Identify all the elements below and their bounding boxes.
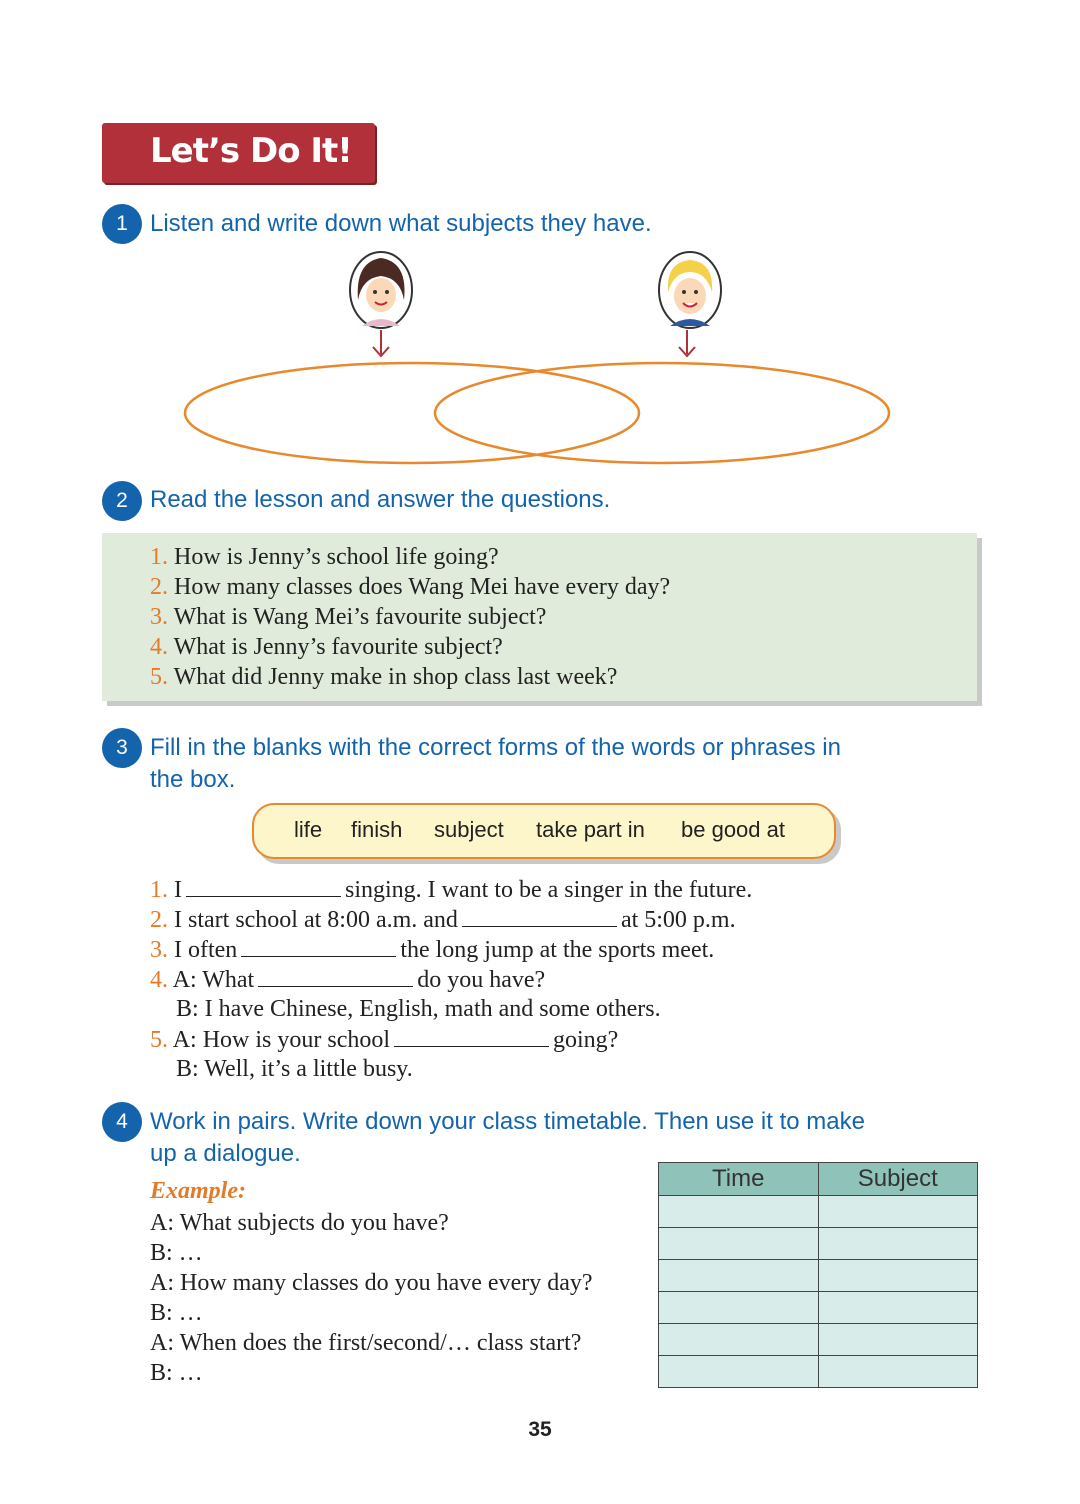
table-row: [659, 1324, 978, 1356]
example-line-6: B: …: [150, 1360, 203, 1386]
example-line-1: A: What subjects do you have?: [150, 1210, 449, 1236]
subject-cell[interactable]: [818, 1292, 978, 1324]
fill-in-3: 3. I often the long jump at the sports meet.: [150, 934, 714, 965]
word-life: life: [294, 817, 323, 842]
question-2: 2. How many classes does Wang Mei have every day?: [150, 574, 671, 600]
table-row: [659, 1196, 978, 1228]
fill-in-2: 2. I start school at 8:00 a.m. and at 5:00 p.m.: [150, 904, 736, 935]
subject-cell[interactable]: [818, 1356, 978, 1388]
time-cell[interactable]: [659, 1196, 819, 1228]
time-cell[interactable]: [659, 1356, 819, 1388]
example-line-3: A: How many classes do you have every day?: [150, 1270, 593, 1296]
timetable: [658, 1162, 978, 1388]
blank-3[interactable]: [241, 934, 396, 957]
time-cell[interactable]: [659, 1324, 819, 1356]
timetable-header-subject: Subject: [818, 1163, 978, 1196]
fill-in-4-reply: B: I have Chinese, English, math and some others.: [176, 996, 661, 1022]
table-row: [659, 1228, 978, 1260]
section-4-number: 4: [102, 1102, 142, 1142]
section-4-instruction-line2: up a dialogue.: [150, 1140, 301, 1167]
fill-in-1: 1. I singing. I want to be a singer in the future.: [150, 874, 752, 905]
fill-in-4: 4. A: What do you have?: [150, 964, 545, 995]
blank-5[interactable]: [394, 1024, 549, 1047]
section-3-instruction-line1: Fill in the blanks with the correct forms of the words or phrases in: [150, 734, 841, 761]
section-2-number: 2: [102, 481, 142, 521]
timetable-header-time: Time: [659, 1163, 819, 1196]
blank-1[interactable]: [186, 874, 341, 897]
subject-cell[interactable]: [818, 1228, 978, 1260]
section-3-instruction-line2: the box.: [150, 766, 236, 793]
word-subject: subject: [434, 817, 504, 842]
question-1: 1. How is Jenny’s school life going?: [150, 544, 499, 570]
fill-in-5-reply: B: Well, it’s a little busy.: [176, 1056, 413, 1082]
word-box: [252, 803, 836, 859]
question-4: 4. What is Jenny’s favourite subject?: [150, 634, 503, 660]
fill-in-5: 5. A: How is your school going?: [150, 1024, 618, 1055]
example-label: Example:: [150, 1178, 246, 1204]
section-1-instruction: Listen and write down what subjects they have.: [150, 210, 652, 237]
example-line-4: B: …: [150, 1300, 203, 1326]
blank-4[interactable]: [258, 964, 413, 987]
right-ellipse[interactable]: [435, 363, 889, 463]
table-row: [659, 1260, 978, 1292]
blank-2[interactable]: [462, 904, 617, 927]
word-be-good-at: be good at: [681, 817, 785, 842]
example-line-2: B: …: [150, 1240, 203, 1266]
section-1-number: 1: [102, 204, 142, 244]
question-3: 3. What is Wang Mei’s favourite subject?: [150, 604, 547, 630]
time-cell[interactable]: [659, 1260, 819, 1292]
page-number: 35: [528, 1418, 552, 1441]
section-3-number: 3: [102, 728, 142, 768]
table-row: [659, 1292, 978, 1324]
word-take-part-in: take part in: [536, 817, 645, 842]
venn-diagram: [0, 0, 1080, 480]
question-5: 5. What did Jenny make in shop class last week?: [150, 664, 618, 690]
word-finish: finish: [351, 817, 403, 842]
example-line-5: A: When does the first/second/… class start?: [150, 1330, 582, 1356]
subject-cell[interactable]: [818, 1196, 978, 1228]
girl-avatar-icon: [350, 252, 412, 328]
time-cell[interactable]: [659, 1228, 819, 1260]
left-ellipse[interactable]: [185, 363, 639, 463]
time-cell[interactable]: [659, 1292, 819, 1324]
section-4-instruction-line1: Work in pairs. Write down your class timetable. Then use it to make: [150, 1108, 865, 1135]
boy-avatar-icon: [659, 252, 721, 328]
section-2-instruction: Read the lesson and answer the questions.: [150, 486, 611, 513]
table-row: [659, 1356, 978, 1388]
banner-title: Let’s Do It!: [150, 131, 352, 171]
subject-cell[interactable]: [818, 1260, 978, 1292]
subject-cell[interactable]: [818, 1324, 978, 1356]
